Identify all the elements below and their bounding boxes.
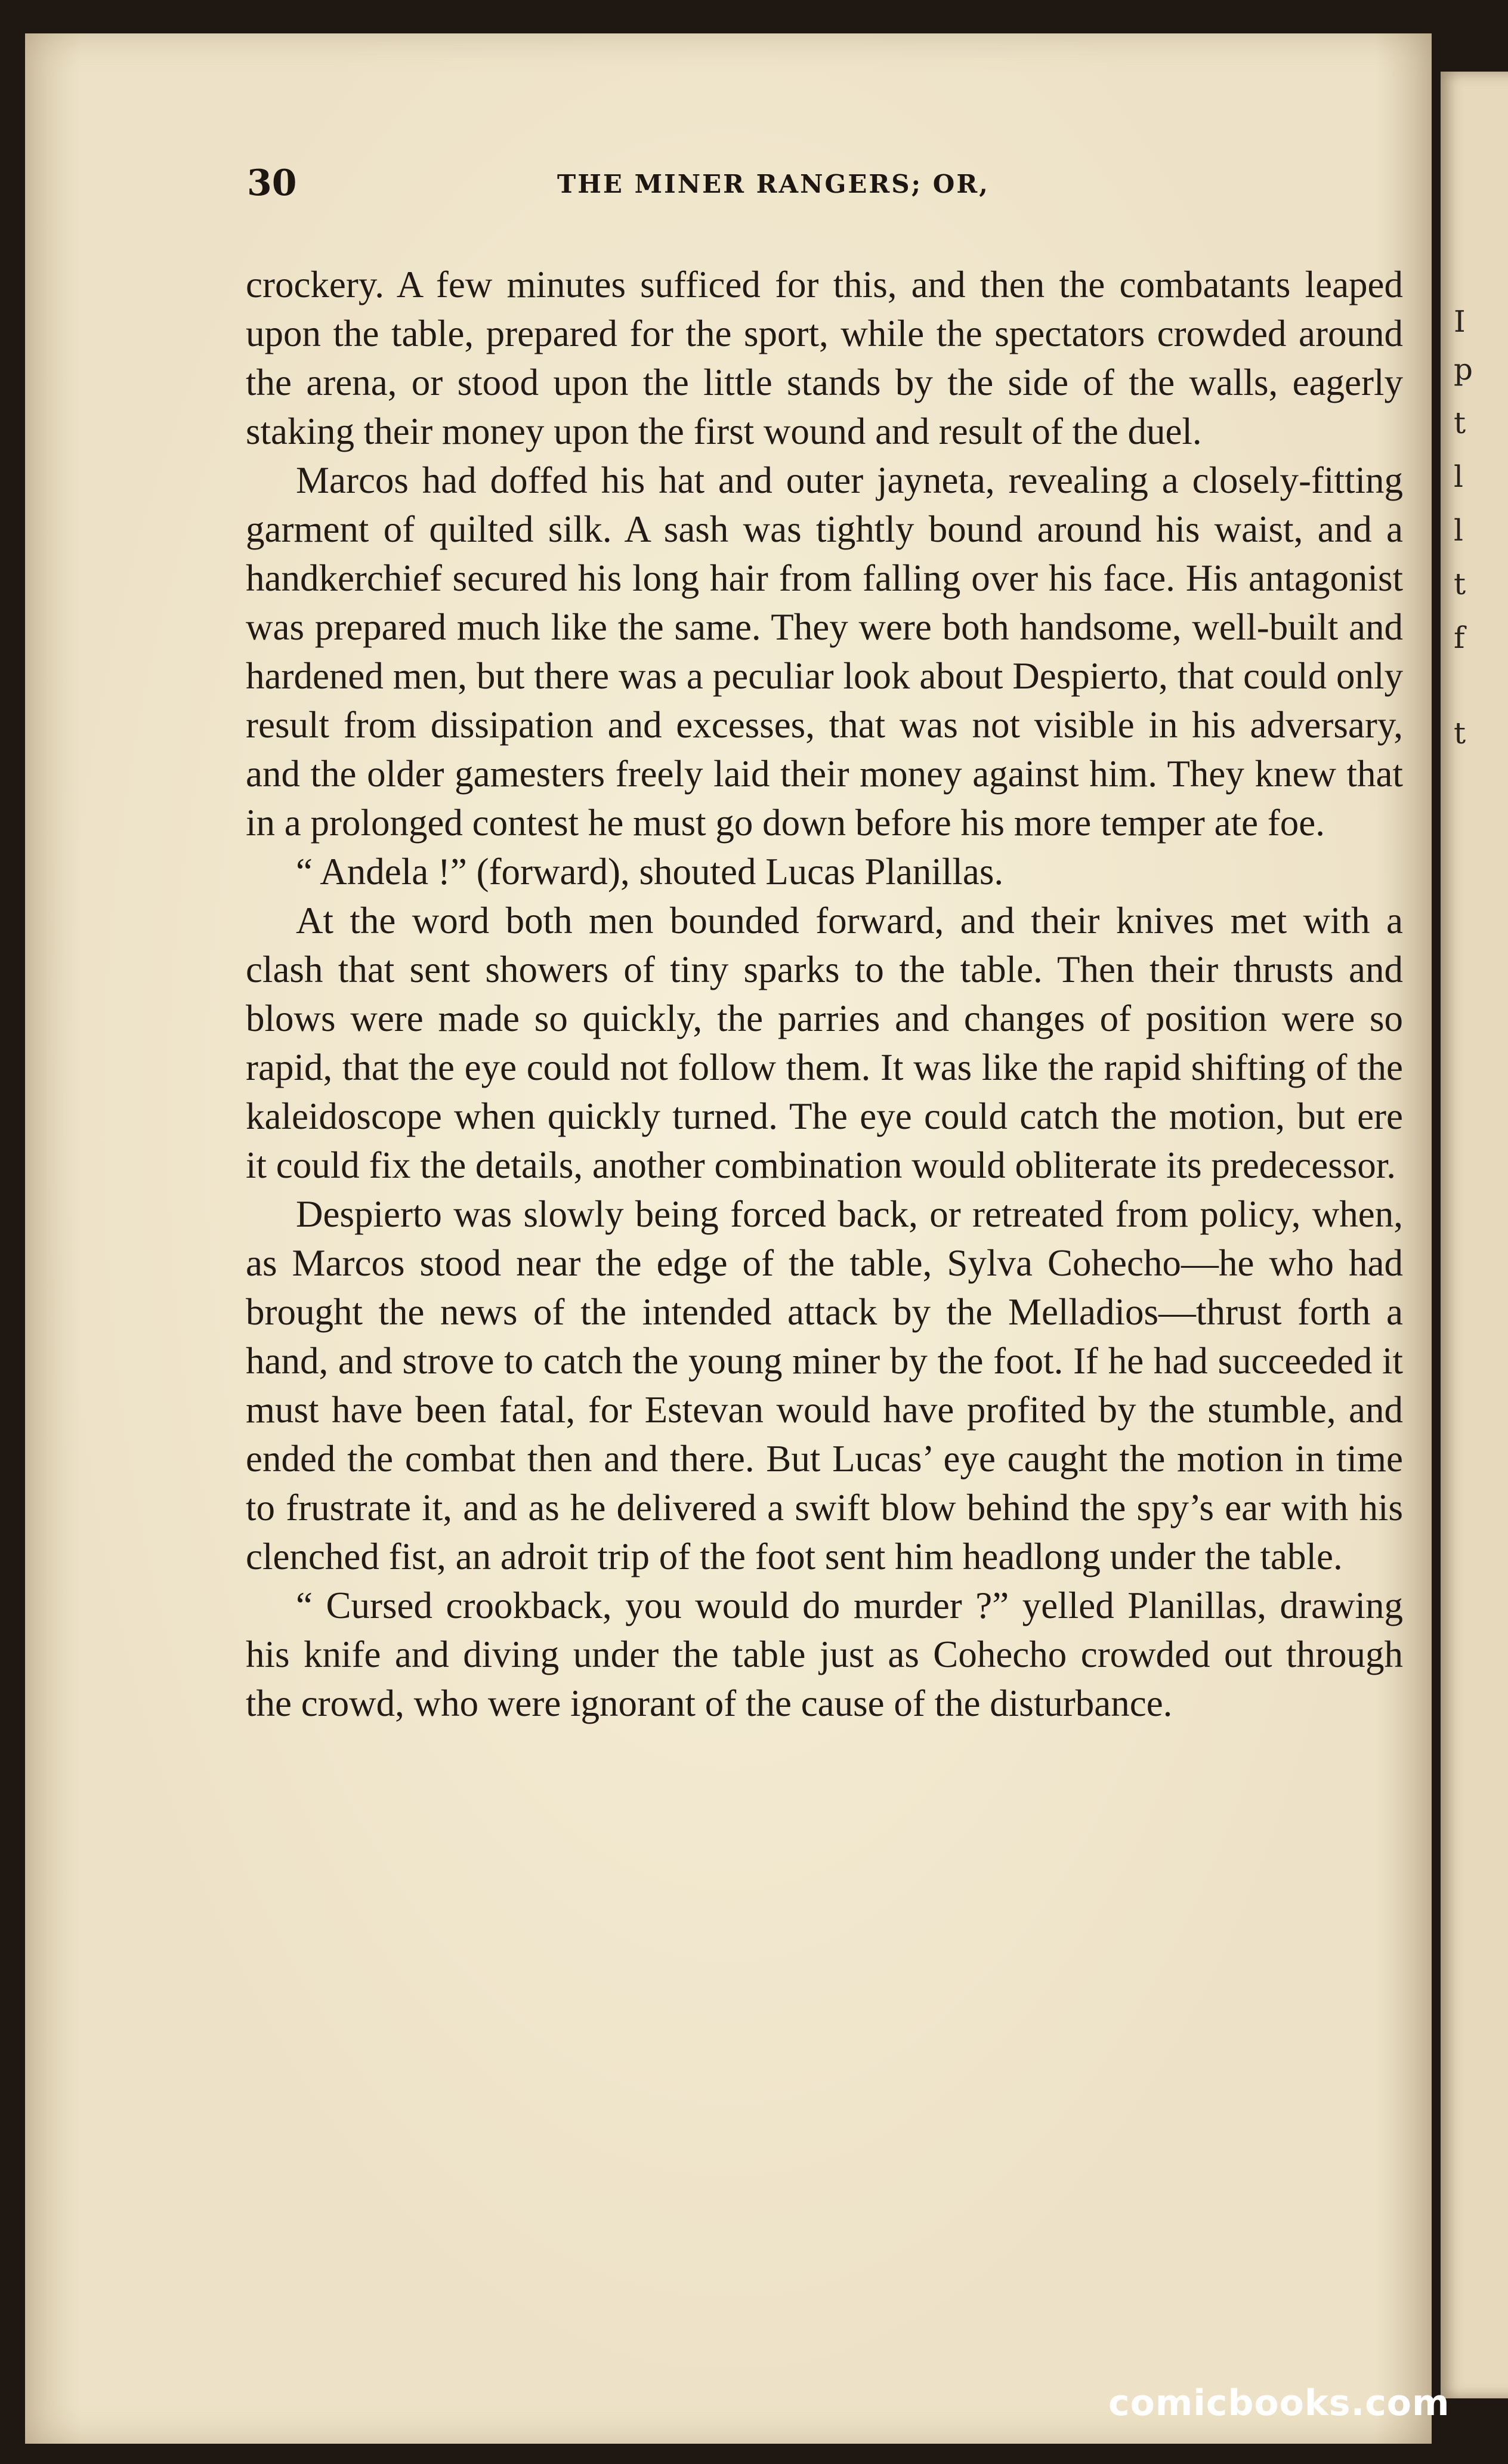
- adjacent-page-fragment: l: [1454, 459, 1463, 494]
- paragraph: “ Cursed crookback, you would do murder ?” yelled Planillas, drawing his knife and diving under the table just as Cohecho crowded out through the crowd, who were ignorant of the cause of the disturbance.: [246, 1585, 1403, 1724]
- page-number: 30: [247, 162, 297, 204]
- paragraph: At the word both men bounded forward, and their knives met with a clash that sent showers of tiny sparks to the table. Then their thrusts and blows were made so quickly, the parries and changes of position were so rapid, that the eye could not follow them. It was like the rapid shifting of the kaleidoscope when quickly turned. The eye could catch the motion, but ere it could fix the details, another combination would obliterate its predecessor.: [246, 900, 1403, 1186]
- paragraph: “ Andela !” (forward), shouted Lucas Planillas.: [296, 851, 1004, 893]
- adjacent-page-fragment: p: [1454, 352, 1473, 387]
- adjacent-page-fragment: t: [1454, 716, 1466, 751]
- adjacent-page-fragment: f: [1454, 620, 1465, 655]
- adjacent-page-fragment: I: [1454, 304, 1466, 339]
- watermark: comicbooks.com: [1108, 2382, 1450, 2424]
- paragraph: crockery. A few minutes sufficed for this, and then the combatants leaped upon the table, prepared for the sport, while the spectators crowded around the arena, or stood upon the little stands by the side of the walls, eagerly staking their money upon the first wound and result of the duel.: [246, 264, 1403, 452]
- adjacent-page-fragment: l: [1454, 513, 1463, 548]
- paragraph: Despierto was slowly being forced back, or retreated from policy, when, as Marcos stood near the edge of the table, Sylva Cohecho—he who had brought the news of the intended attack by the Melladios—thrust forth a hand, and strove to catch the young miner by the foot. If he had succeeded it must have been fatal, for Estevan would have profited by the stumble, and ended the combat then and there. But Lucas’ eye caught the motion in time to frustrate it, and as he delivered a swift blow behind the spy’s ear with his clenched fist, an adroit trip of the foot sent him headlong under the table.: [246, 1193, 1403, 1577]
- page-header: [218, 160, 1405, 208]
- body-text: [246, 260, 1403, 1728]
- running-title: THE MINER RANGERS; OR,: [557, 169, 990, 199]
- adjacent-page-fragment: t: [1454, 567, 1466, 601]
- adjacent-page-fragment: t: [1454, 406, 1466, 440]
- paragraph: Marcos had doffed his hat and outer jayneta, revealing a closely-fitting garment of quilted silk. A sash was tightly bound around his waist, and a handkerchief secured his long hair from falling over his face. His antagonist was prepared much like the same. They were both handsome, well-built and hardened men, but there was a peculiar look about Despierto, that could only result from dissipation and excesses, that was not visible in his adversary, and the older gamesters freely laid their money against him. They knew that in a prolonged contest he must go down before his more temper ate foe.: [246, 459, 1403, 844]
- adjacent-page-edge: [1441, 72, 1508, 2398]
